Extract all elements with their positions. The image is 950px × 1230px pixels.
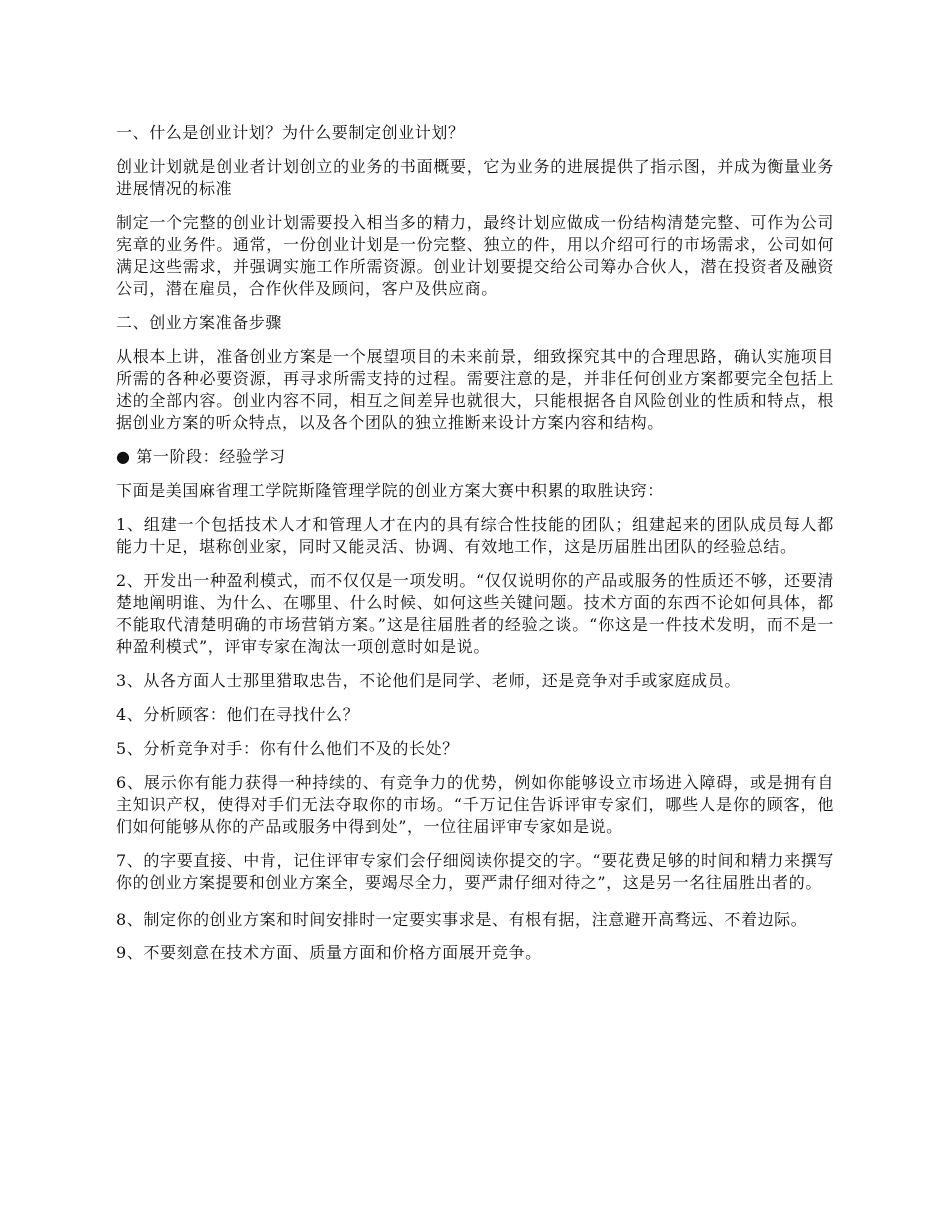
paragraph-definition: 创业计划就是创业者计划创立的业务的书面概要，它为业务的进展提供了指示图，并成为衡量业务进展情况的标准 [116, 157, 834, 198]
stage-heading-1: ● 第一阶段：经验学习 [116, 447, 286, 466]
list-item-3: 3、从各方面人士那里猎取忠告，不论他们是同学、老师，还是竞争对手或家庭成员。 [116, 671, 741, 690]
list-item-2: 2、开发出一种盈利模式，而不仅仅是一项发明。“仅仅说明你的产品或服务的性质还不够，还要清楚地阐明谁、为什么、在哪里、什么时候、如何这些关键问题。技术方面的东西不论如何具体，都不能取代清楚明确的市场营销方案。”这是往届胜者的经验之谈。“你这是一件技术发明，而不是一种盈利模式”，评审专家在淘汰一项创意时如是说。 [116, 571, 834, 656]
list-item-5: 5、分析竞争对手：你有什么他们不及的长处？ [116, 739, 459, 758]
section-heading-2: 二、创业方案准备步骤 [116, 313, 283, 332]
list-item-4: 4、分析顾客：他们在寻找什么？ [116, 705, 360, 724]
paragraph-preparation: 从根本上讲，准备创业方案是一个展望项目的未来前景，细致探究其中的合理思路，确认实施项目所需的各种必要资源，再寻求所需支持的过程。需要注意的是，并非任何创业方案都要完全包括上述的全部内容。创业内容不同，相互之间差异也就很大，只能根据各自风险创业的性质和特点，根据创业方案的听众特点，以及各个团队的独立推断来设计方案内容和结构。 [116, 347, 834, 432]
paragraph-tips-intro: 下面是美国麻省理工学院斯隆管理学院的创业方案大赛中积累的取胜诀窍： [116, 481, 664, 500]
list-item-7: 7、的字要直接、中肯，记住评审专家们会仔细阅读你提交的字。“要花费足够的时间和精力来撰写你的创业方案提要和创业方案全，要竭尽全力，要严肃仔细对待之”，这是另一名往届胜出者的。 [116, 851, 834, 892]
list-item-6: 6、展示你有能力获得一种持续的、有竞争力的优势，例如你能够设立市场进入障碍，或是拥有自主知识产权，使得对手们无法夺取你的市场。“千万记住告诉评审专家们，哪些人是你的顾客，他们如何能够从你的产品或服务中得到处”，一位往届评审专家如是说。 [116, 773, 834, 836]
paragraph-plan-details: 制定一个完整的创业计划需要投入相当多的精力，最终计划应做成一份结构清楚完整、可作为公司宪章的业务件。通常，一份创业计划是一份完整、独立的件，用以介绍可行的市场需求，公司如何满足这些需求，并强调实施工作所需资源。创业计划要提交给公司筹办合伙人，潜在投资者及融资公司，潜在雇员，合作伙伴及顾问，客户及供应商。 [116, 213, 834, 298]
list-item-9: 9、不要刻意在技术方面、质量方面和价格方面展开竞争。 [116, 943, 542, 962]
section-heading-1: 一、什么是创业计划？为什么要制定创业计划？ [116, 123, 465, 142]
list-item-1: 1、组建一个包括技术人才和管理人才在内的具有综合性技能的团队；组建起来的团队成员每人都能力十足，堪称创业家，同时又能灵活、协调、有效地工作，这是历届胜出团队的经验总结。 [116, 515, 834, 556]
list-item-8: 8、制定你的创业方案和时间安排时一定要实事求是、有根有据，注意避开高骛远、不着边际。 [116, 910, 808, 929]
